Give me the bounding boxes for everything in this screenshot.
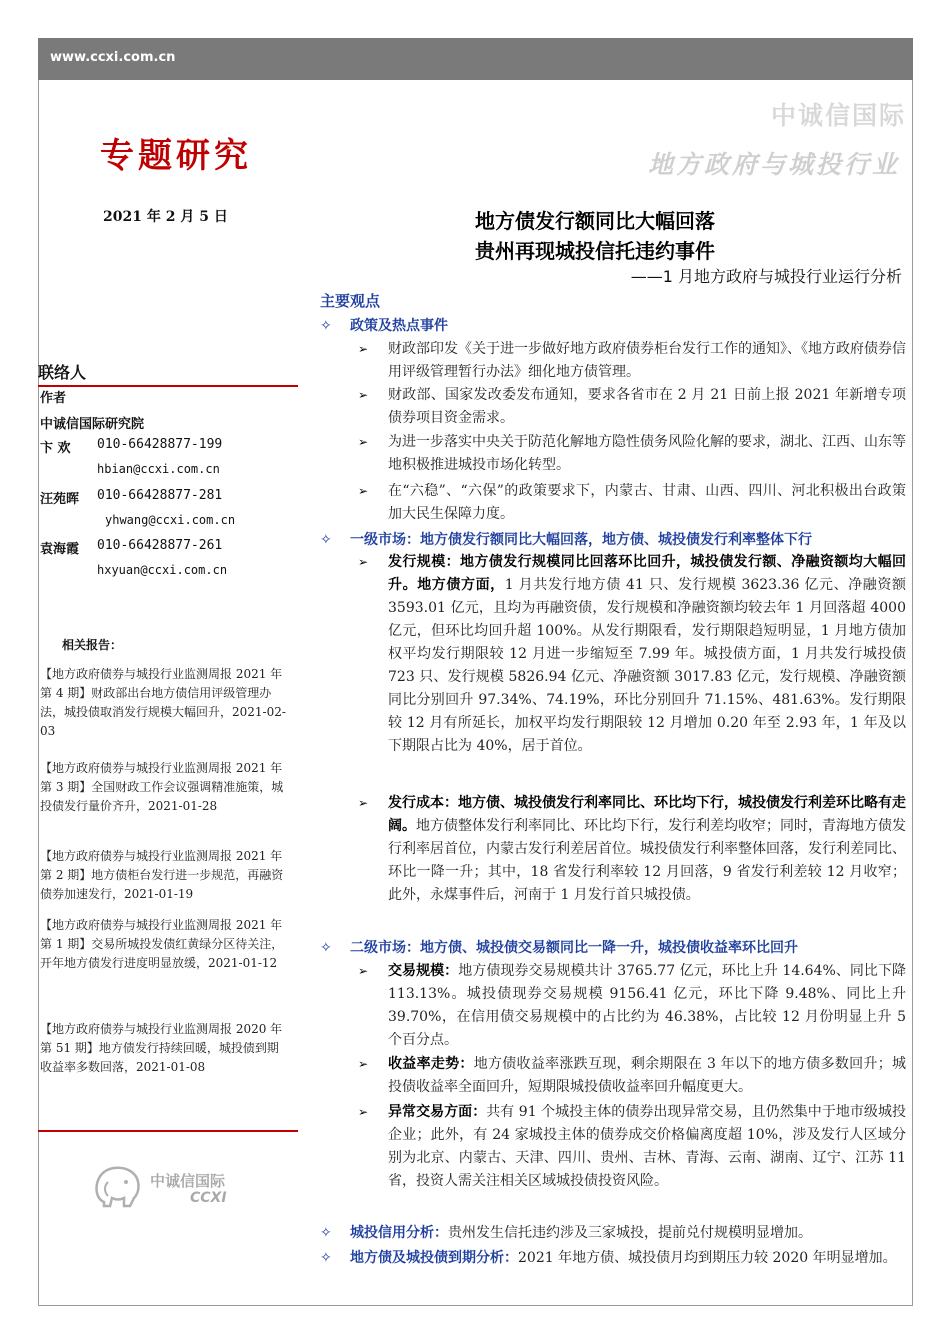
contact-name: 卞 欢 (40, 441, 71, 456)
related-report-text: 财政部出台地方债信用评级管理办法，城投债取消发行规模大幅回升，2021-02-03 (40, 686, 286, 738)
report-title-line1: 地方债发行额同比大幅回落 (475, 209, 715, 233)
related-report-tag: 【地方政府债券与城投行业监测周报 2021 年第 1 期】 (40, 918, 283, 951)
top-bar (38, 38, 913, 80)
diamond-bullet-icon: ✧ (320, 318, 332, 334)
diamond-bullet-icon: ✧ (320, 1250, 332, 1266)
bullet-item: ➢ 收益率走势：地方债收益率涨跌互现，剩余期限在 3 年以下的地方债多数回升；城投债收益率全面回升，短期限城投债收益率回升幅度更大。 (358, 1053, 906, 1099)
bullet-item: ➢ 发行成本：地方债、城投债发行利率同比、环比均下行，城投债发行利差环比略有走阔。地方债整体发行利率同比、环比均下行，发行利差均收窄；同时，青海地方债发行利率居首位，内蒙古发行利差居首位。城投债发行利率整体回落，发行利差同比、环比一降一升；其中，18 省发行利率较 12 月回落，9 省发行利差较 12 月收窄；此外，永煤事件后，河南于 1 月发行首只城投债。 (358, 792, 906, 907)
bullet-item: ➢ 财政部、国家发改委发布通知，要求各省市在 2 月 21 日前上报 2021 年新增专项债券项目资金需求。 (358, 384, 906, 430)
arrow-bullet-icon: ➢ (358, 342, 369, 356)
related-report-item[interactable] (40, 916, 290, 973)
contact-email[interactable]: yhwang@ccxi.com.cn (105, 513, 236, 527)
brand-watermark-1: 中诚信国际 (770, 101, 906, 130)
diamond-bullet-icon: ✧ (320, 940, 332, 956)
related-report-tag: 【地方政府债券与城投行业监测周报 2020 年第 51 期】 (40, 1022, 283, 1055)
section-heading: ✧ 地方债及城投债到期分析：2021 年地方债、城投债月均到期压力较 2020 年明显增加。 (320, 1247, 906, 1270)
contact-email[interactable]: hxyuan@ccxi.com.cn (97, 563, 228, 577)
related-report-item[interactable] (40, 847, 290, 904)
logo-cn-text: 中诚信国际 (150, 1172, 226, 1190)
related-report-tag: 【地方政府债券与城投行业监测周报 2021 年第 4 期】 (40, 667, 283, 700)
arrow-bullet-icon: ➢ (358, 1057, 369, 1071)
arrow-bullet-icon: ➢ (358, 796, 369, 810)
section-heading: ✧ 政策及热点事件 (320, 318, 448, 334)
left-divider (38, 1130, 298, 1132)
key-points-title: 主要观点 (320, 292, 381, 310)
section-heading: ✧ 城投信用分析：贵州发生信托违约涉及三家城投，提前兑付规模明显增加。 (320, 1225, 812, 1241)
related-reports-heading: 相关报告： (62, 638, 123, 652)
related-report-tag: 【地方政府债券与城投行业监测周报 2021 年第 3 期】 (40, 761, 283, 794)
ccxi-logo (90, 1162, 250, 1212)
related-report-text: 地方债柜台发行进一步规范，再融资债券加速发行，2021-01-19 (40, 868, 284, 901)
contact-phone: 010-66428877-281 (97, 488, 223, 503)
section-heading: ✧ 一级市场：地方债发行额同比大幅回落，地方债、城投债发行利率整体下行 (320, 532, 812, 548)
related-report-tag: 【地方政府债券与城投行业监测周报 2021 年第 2 期】 (40, 849, 283, 882)
section-heading: ✧ 二级市场：地方债、城投债交易额同比一降一升，城投债收益率环比回升 (320, 940, 798, 956)
related-report-item[interactable] (40, 759, 290, 816)
report-title-line2: 贵州再现城投信托违约事件 (475, 239, 715, 263)
related-report-item[interactable] (40, 1020, 290, 1077)
arrow-bullet-icon: ➢ (358, 1105, 369, 1119)
arrow-bullet-icon: ➢ (358, 964, 369, 978)
bullet-item: ➢ 在“六稳”、“六保”的政策要求下，内蒙古、甘肃、山西、四川、河北积极出台政策加大民生保障力度。 (358, 480, 906, 526)
contact-name: 袁海霞 (40, 542, 80, 557)
report-subtitle: ——1 月地方政府与城投行业运行分析 (630, 267, 902, 286)
brand-watermark-2: 地方政府与城投行业 (647, 150, 900, 179)
bullet-item: ➢ 异常交易方面：共有 91 个城投主体的债券出现异常交易，且仍然集中于地市级城投企业；此外，有 24 家城投主体的债券成交价格偏离度超 10%，涉及发行人区域分别为北京、内蒙古、天津、四川、贵州、吉林、青海、云南、湖南、辽宁、江苏 11 省，投资人需关注相关区域城投债投资风险。 (358, 1101, 906, 1193)
elephant-logo-icon (90, 1162, 150, 1212)
related-report-text: 地方债发行持续回暖，城投债到期收益率多数回落，2021-01-08 (40, 1041, 279, 1074)
bullet-item: ➢ 财政部印发《关于进一步做好地方政府债券柜台发行工作的通知》、《地方政府债券信用评级管理暂行办法》细化地方债管理。 (358, 338, 906, 384)
related-report-text: 交易所城投发债红黄绿分区待关注，开年地方债发行进度明显放缓，2021-01-12 (40, 937, 284, 970)
authors-label: 作者 (40, 391, 67, 406)
section-label: 专题研究 (100, 136, 252, 176)
arrow-bullet-icon: ➢ (358, 388, 369, 402)
site-url[interactable]: www.ccxi.com.cn (50, 50, 176, 65)
related-report-text: 全国财政工作会议强调精准施策，城投债发行量价齐升，2021-01-28 (40, 780, 284, 813)
diamond-bullet-icon: ✧ (320, 532, 332, 548)
bullet-item: ➢ 交易规模：地方债现券交易规模共计 3765.77 亿元，环比上升 14.64%、同比下降 113.13%。城投债现券交易规模 9156.41 亿元，环比下降 9.48%、同比上升 39.70%，在信用债交易规模中的占比约为 46.38%，占比较 12 月份明显上升 5 个百分点。 (358, 960, 906, 1052)
report-date: 2021 年 2 月 5 日 (103, 209, 228, 225)
arrow-bullet-icon: ➢ (358, 435, 369, 449)
logo-en-text: CCXI (190, 1190, 227, 1206)
diamond-bullet-icon: ✧ (320, 1225, 332, 1241)
related-report-item[interactable] (40, 665, 290, 741)
bullet-item: ➢ 为进一步落实中央关于防范化解地方隐性债务风险化解的要求，湖北、江西、山东等地积极推进城投市场化转型。 (358, 431, 906, 477)
contact-phone: 010-66428877-199 (97, 437, 223, 452)
contact-name: 汪苑晖 (40, 492, 80, 507)
contacts-heading: 联络人 (38, 360, 298, 387)
bullet-item: ➢ 发行规模：地方债发行规模同比回落环比回升，城投债发行额、净融资额均大幅回升。地方债方面，1 月共发行地方债 41 只、发行规模 3623.36 亿元、净融资额 3593.01 亿元，且均为再融资债，发行规模和净融资额均较去年 1 月回落超 4000 亿元，但环比均回升超 100%。从发行期限看，发行期限趋短明显，1 月地方债加权平均发行期限较 12 月进一步缩短至 7.99 年。城投债方面，1 月共发行城投债 723 只、发行规模 5826.94 亿元、净融资额 3017.83 亿元，发行规模、净融资额同比分别回升 97.34%、74.19%，环比分别回升 71.15%、481.63%。发行期限较 12 月有所延长，加权平均发行期限较 12 月增加 0.20 年至 2.93 年，1 年及以下期限占比为 40%，居于首位。 (358, 551, 906, 758)
organization: 中诚信国际研究院 (40, 417, 145, 432)
contact-email[interactable]: hbian@ccxi.com.cn (97, 462, 220, 476)
arrow-bullet-icon: ➢ (358, 555, 369, 569)
contact-phone: 010-66428877-261 (97, 538, 223, 553)
arrow-bullet-icon: ➢ (358, 484, 369, 498)
